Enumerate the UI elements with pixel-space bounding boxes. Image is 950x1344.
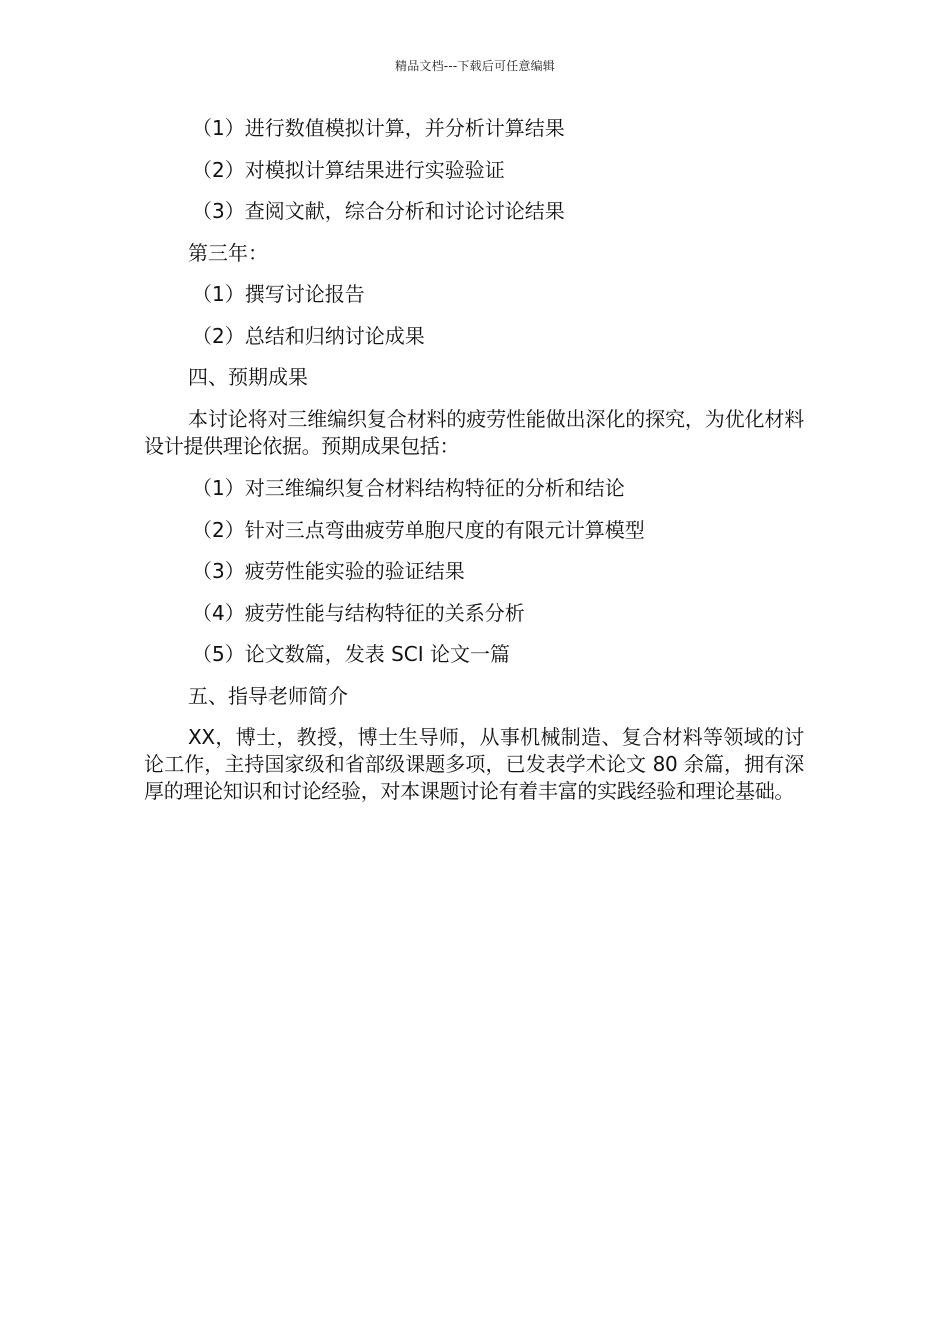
list-item: （2）对模拟计算结果进行实验验证 — [192, 157, 505, 182]
list-item: （5）论文数篇，发表 SCI 论文一篇 — [192, 642, 510, 666]
paragraph-expected-results: 本讨论将对三维编织复合材料的疲劳性能做出深化的探究，为优化材料设计提供理论依据。预期成果包括： — [144, 406, 804, 458]
list-item: （2）总结和归纳讨论成果 — [192, 323, 425, 348]
list-item: （3）查阅文献，综合分析和讨论讨论结果 — [192, 199, 565, 223]
section-heading-expected-results: 四、预期成果 — [188, 365, 308, 389]
list-item: （1）对三维编织复合材料结构特征的分析和结论 — [192, 476, 625, 500]
list-item: （4）疲劳性能与结构特征的关系分析 — [192, 600, 525, 625]
list-item: （1）进行数值模拟计算，并分析计算结果 — [192, 116, 565, 140]
list-item: （3）疲劳性能实验的验证结果 — [192, 559, 465, 583]
paragraph-advisor: XX，博士，教授，博士生导师，从事机械制造、复合材料等领域的讨论工作，主持国家级和省部级课题多项，已发表学术论文 80 余篇，拥有深厚的理论知识和讨论经验，对本课题讨论有着丰富的实践经验和理论基础。 — [144, 725, 804, 803]
document-body — [144, 115, 804, 821]
page-header: 精品文档---下载后可任意编辑 — [395, 59, 555, 73]
section-heading-advisor: 五、指导老师简介 — [188, 683, 348, 708]
list-item: （1）撰写讨论报告 — [192, 282, 365, 306]
year-heading: 第三年： — [188, 240, 268, 265]
list-item: （2）针对三点弯曲疲劳单胞尺度的有限元计算模型 — [192, 517, 645, 542]
